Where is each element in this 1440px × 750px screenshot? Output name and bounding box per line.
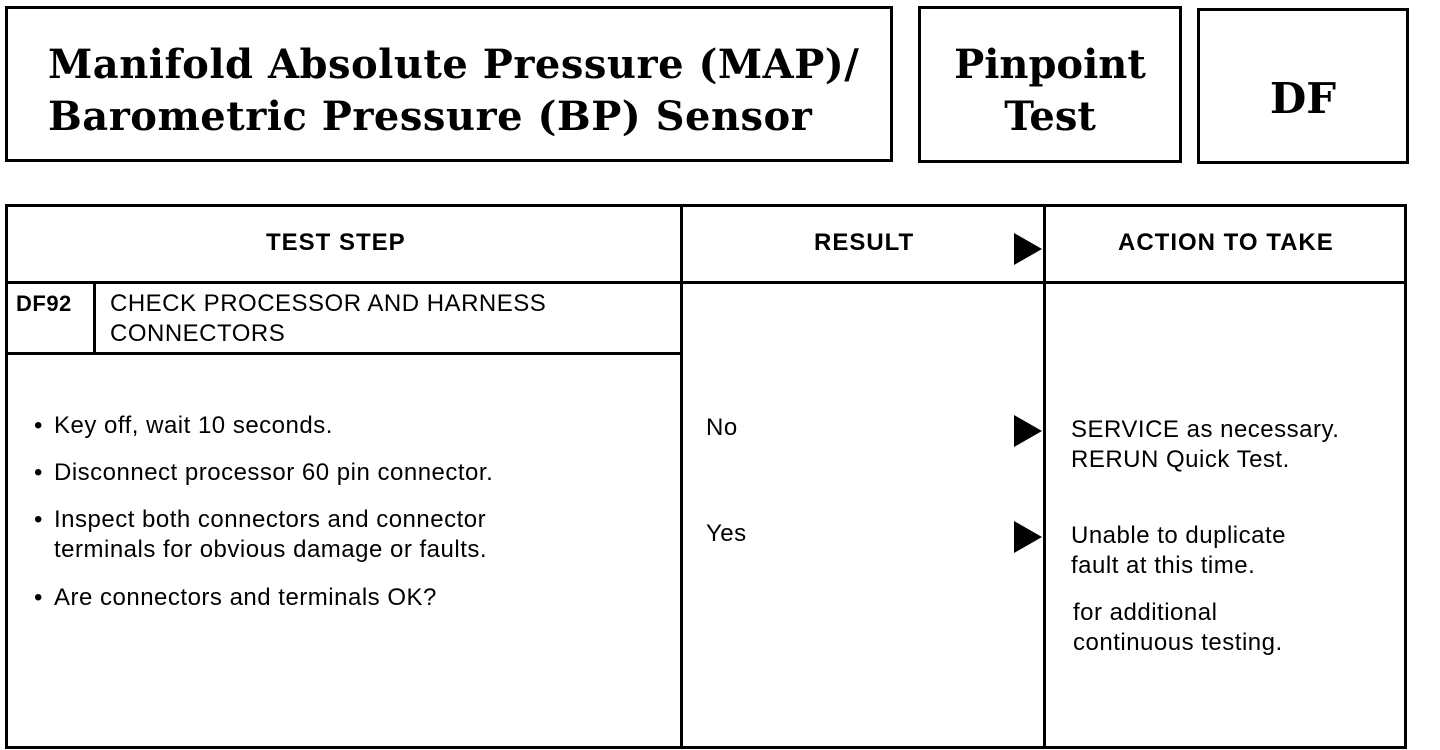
result-no: No [706, 414, 738, 441]
pinpoint-label [921, 39, 1179, 143]
arrow-icon [1014, 233, 1042, 265]
pinpoint-line-2: Test [1004, 93, 1096, 140]
step-title-line-1: CHECK PROCESSOR AND HARNESS [110, 290, 547, 317]
action-no-line-1: SERVICE as necessary. [1071, 416, 1340, 443]
header-divider [8, 281, 1404, 284]
pinpoint-line-1: Pinpoint [954, 41, 1146, 88]
header-test-step: TEST STEP [266, 229, 406, 256]
test-step-table [5, 204, 1407, 749]
pinpoint-test-box [918, 6, 1182, 163]
arrow-icon [1014, 415, 1042, 447]
document-title [48, 39, 859, 143]
arrow-icon [1014, 521, 1042, 553]
step-id: DF92 [16, 291, 72, 316]
header-result: RESULT [814, 229, 915, 256]
column-divider-2 [1043, 207, 1046, 746]
instruction-1: • Key off, wait 10 seconds. [54, 411, 333, 441]
action-yes-extra [1073, 598, 1283, 658]
instruction-3: • Inspect both connectors and connector [54, 505, 486, 535]
step-title-divider [8, 352, 680, 355]
action-yes-line-4: continuous testing. [1073, 629, 1283, 656]
title-box [5, 6, 893, 162]
test-code: DF [1269, 74, 1337, 123]
instruction-2: • Disconnect processor 60 pin connector. [54, 458, 493, 488]
action-no-line-2: RERUN Quick Test. [1071, 446, 1290, 473]
instruction-4: • Are connectors and terminals OK? [54, 583, 437, 613]
instruction-3-cont: terminals for obvious damage or faults. [54, 536, 488, 563]
title-line-2: Barometric Pressure (BP) Sensor [48, 93, 813, 140]
action-yes-line-3: for additional [1073, 599, 1218, 626]
column-divider-1 [680, 207, 683, 746]
action-yes-line-1: Unable to duplicate [1071, 522, 1286, 549]
step-title-line-2: CONNECTORS [110, 320, 286, 347]
step-id-divider [93, 281, 96, 355]
header-action: ACTION TO TAKE [1118, 229, 1334, 256]
test-code-box [1197, 8, 1409, 164]
action-no [1071, 415, 1339, 475]
action-yes-line-2: fault at this time. [1071, 552, 1256, 579]
action-yes [1071, 521, 1286, 581]
title-line-1: Manifold Absolute Pressure (MAP)/ [48, 41, 860, 88]
step-title [110, 289, 546, 349]
result-yes: Yes [706, 520, 747, 547]
